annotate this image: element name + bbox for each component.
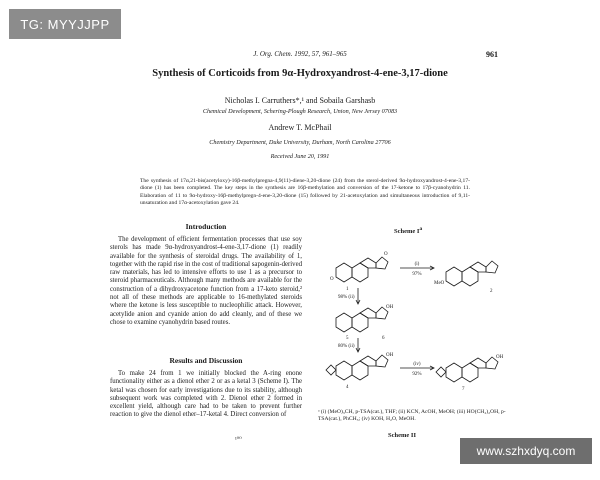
affiliation-1: Chemical Development, Schering-Plough Research, Union, New Jersey 07083 [202,108,398,115]
scheme-i-footnote: ᵃ (i) (MeO)₃CH, p-TSA(cat.), THF; (ii) KCN, AcOH, MeOH; (iii) HO(CH₂)₂OH, p-TSA(cat.), PhCH₃; (iv) KOH, H₂O, MeOH. [318,409,506,422]
step-iv-yield: 92% [412,372,422,377]
compound-number-5: 5 [346,336,349,341]
abstract: The synthesis of 17α,21-bis(acetyloxy)-16β-methylpregna-4,9(11)-diene-3,20-dione (24) from the sterol-derived 9α-hydroxyandrost-4-ene-3,17-dione (1) has been completed. The key steps in the synthesis are 16β-methylation and conversion of the 17-ketone to 17β-cyanohydrin 11. Elaboration of 11 to 9α-hydroxy-16β-methylpregn-4-ene-3,20-dione (15) followed by 21-acetoxylation and simultaneous introduction of 9,11-unsaturation and 17α-acetoxylation gave 24. [140,178,470,207]
page-number: 961 [486,50,498,59]
step-i-yield: 97% [412,272,422,277]
source-tag-overlay: TG: MYYJJPP [9,9,121,39]
steroid-structure-5 [336,307,388,332]
results-heading: Results and Discussion [169,356,243,365]
steroid-structure-7 [436,357,498,382]
article-title: Synthesis of Corticoids from 9α-Hydroxyandrost-4-ene-3,17-dione [152,68,448,79]
oh-label-5: OH [386,305,394,310]
footer-fragment: ¹⁰⁰ [235,437,242,443]
step-iii-label: 80% (ii) [338,344,355,349]
journal-citation: J. Org. Chem. 1992, 57, 961–965 [253,50,347,58]
introduction-heading: Introduction [185,222,227,231]
author-line-2: Andrew T. McPhail [268,123,332,132]
compound-number-4: 4 [346,385,349,390]
author-line-1: Nicholas I. Carruthers*,¹ and Sobaila Garshasb [224,96,376,105]
o-label-1: O [330,277,334,282]
steroid-structure-1 [336,257,388,282]
received-date: Received June 20, 1991 [270,153,330,160]
step-ii-label: 98% (ii) [338,295,355,300]
scheme-i-diagram [322,238,522,408]
meo-label: MeO [434,281,445,286]
step-i-label: (i) [414,262,420,267]
results-text: To make 24 from 1 we initially blocked the A-ring enone functionality either as a dienol ether 2 or as a ketal 3 (Scheme I). The ketal was chosen for early investigations due to its stability, although subsequent work was completed with 2. Dienol ether 2 formed in excellent yield, although care had to be taken to prevent further reaction to give the dienol ether–17-ketal 4. Direct conversion of [110,370,302,419]
compound-number-7: 7 [462,387,465,392]
step-iv-label: (iv) [413,362,421,367]
website-watermark: www.szhxdyq.com [460,438,592,464]
compound-number-6: 6 [382,336,385,341]
o-label-2: O [384,252,388,257]
oh-label-4: OH [386,353,394,358]
introduction-text: The development of efficient fermentation processes that use soy sterols has made 9α-hydroxyandrost-4-ene-3,17-dione (1) readily available for the synthesis of steroidal drugs. The availability of 1, together with the rapid rise in the cost of traditional sapogenin-derived raw materials, has led to intensive efforts to use 1 as a precursor to steroid pharmaceuticals. Although many methods are available for the construction of a dihydroxyacetone function from a 17-keto steroid,² not all of these methods are applicable to 16-methylated steroids where the ketone is less susceptible to nucleophilic attack. However, acetylide anion and cyanide anion do add cleanly, and of these we chose to examine cyanohydrin based routes. [110,236,302,326]
scheme-ii-title: Scheme II [388,432,416,439]
affiliation-2: Chemistry Department, Duke University, Durham, North Carolina 27706 [209,139,391,146]
compound-number-1: 1 [346,287,349,292]
oh-label-7: OH [496,355,504,360]
scheme-i-title: Scheme $I^a$ [394,226,423,236]
steroid-structure-4 [326,355,388,380]
compound-number-2: 2 [490,289,493,294]
steroid-structure-2 [446,261,498,286]
